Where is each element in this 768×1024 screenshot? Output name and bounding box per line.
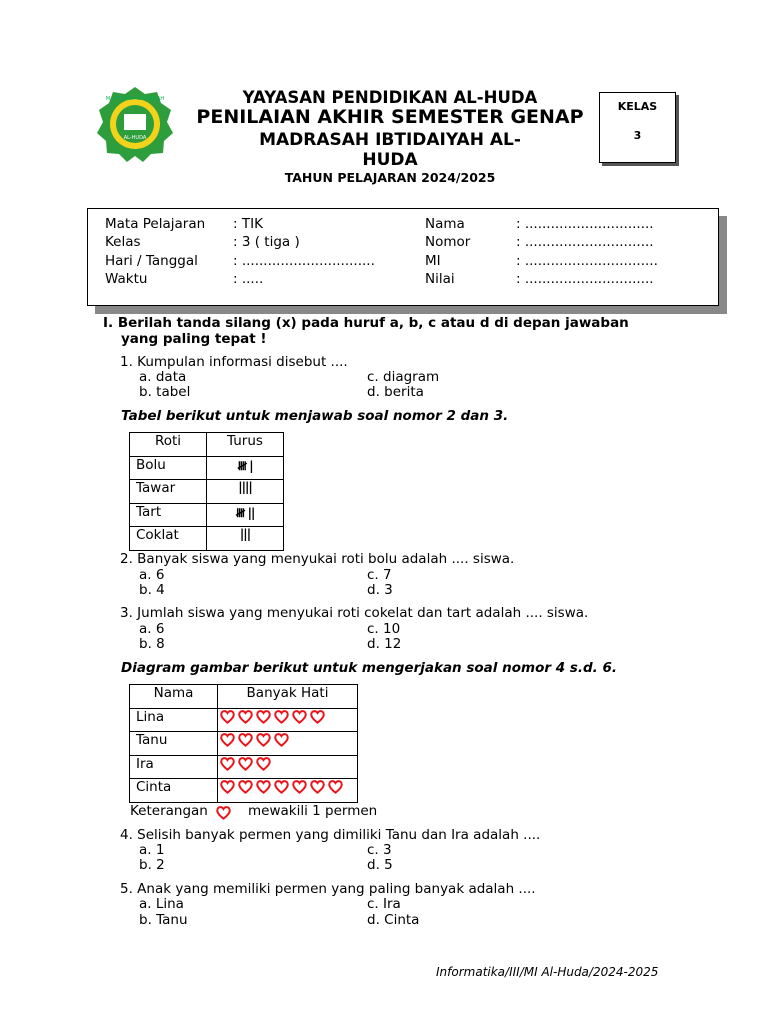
school-logo bbox=[95, 86, 175, 162]
heart-icon bbox=[238, 733, 253, 747]
question-5: 5. Anak yang memiliki permen yang paling banyak adalah .... bbox=[120, 881, 536, 897]
mi-label: MI bbox=[425, 253, 441, 269]
heart-icon bbox=[256, 757, 271, 771]
svg-text:MADRASAH IBTIDAIYAH: MADRASAH IBTIDAIYAH bbox=[105, 96, 165, 102]
pictogram-hearts bbox=[218, 779, 358, 803]
q1-option-c: c. diagram bbox=[367, 369, 440, 385]
question-3: 3. Jumlah siswa yang menyukai roti cokelat dan tart adalah .... siswa. bbox=[120, 605, 589, 621]
q3-option-d: d. 12 bbox=[367, 636, 402, 652]
instruction-line1: I. Berilah tanda silang (x) pada huruf a, b, c atau d di depan jawaban bbox=[103, 315, 629, 331]
heart-icon bbox=[292, 780, 307, 794]
q1-option-b: b. tabel bbox=[139, 384, 191, 400]
page-footer: Informatika/III/MI Al-Huda/2024-2025 bbox=[436, 965, 659, 979]
class-box-value: 3 bbox=[633, 129, 642, 142]
legend-label: Keterangan bbox=[130, 803, 208, 819]
heart-icon bbox=[238, 710, 253, 724]
mapel-value: : TIK bbox=[233, 216, 263, 232]
legend-text: mewakili 1 permen bbox=[248, 803, 378, 819]
school-title-line2: HUDA bbox=[362, 150, 418, 170]
q3-option-c: c. 10 bbox=[367, 621, 401, 637]
q5-option-d: d. Cinta bbox=[367, 912, 420, 928]
pictogram-table bbox=[129, 684, 358, 803]
class-box bbox=[599, 92, 676, 163]
pictogram-hearts bbox=[218, 708, 358, 732]
pictogram-name: Ira bbox=[130, 755, 218, 779]
nama-label: Nama bbox=[425, 216, 465, 232]
mi-value: : ............................... bbox=[516, 253, 658, 269]
q4-option-b: b. 2 bbox=[139, 857, 165, 873]
heart-icon bbox=[274, 710, 289, 724]
heart-icon bbox=[310, 780, 325, 794]
heart-icon bbox=[256, 780, 271, 794]
heart-icon bbox=[328, 780, 343, 794]
q4-option-a: a. 1 bbox=[139, 842, 165, 858]
nomor-value: : .............................. bbox=[516, 234, 654, 250]
heart-icon bbox=[216, 805, 231, 819]
q4-option-d: d. 5 bbox=[367, 857, 393, 873]
q1-option-a: a. data bbox=[139, 369, 187, 385]
academic-year: TAHUN PELAJARAN 2024/2025 bbox=[284, 170, 496, 185]
pictogram-name: Lina bbox=[130, 708, 218, 732]
q3-option-a: a. 6 bbox=[139, 621, 165, 637]
nilai-label: Nilai bbox=[425, 271, 455, 287]
heart-icon bbox=[292, 710, 307, 724]
heart-icon bbox=[220, 710, 235, 724]
heart-icon bbox=[256, 733, 271, 747]
heart-icon bbox=[310, 710, 325, 724]
heart-icon bbox=[220, 733, 235, 747]
heart-icon bbox=[274, 733, 289, 747]
heart-icon bbox=[220, 757, 235, 771]
table-row bbox=[130, 732, 358, 756]
pictogram-hearts bbox=[218, 732, 358, 756]
table1-caption: Tabel berikut untuk menjawab soal nomor 2 dan 3. bbox=[121, 408, 509, 424]
pictogram-header-nama: Nama bbox=[130, 685, 218, 709]
tally-marks: ||| bbox=[207, 527, 284, 551]
kelas-label: Kelas bbox=[105, 234, 141, 250]
pictogram-name: Tanu bbox=[130, 732, 218, 756]
school-title bbox=[195, 130, 585, 170]
school-title-line1: MADRASAH IBTIDAIYAH AL- bbox=[259, 130, 521, 150]
table-row bbox=[130, 503, 284, 527]
tally-marks: 𝍸 || bbox=[207, 503, 284, 527]
q5-option-a: a. Lina bbox=[139, 896, 184, 912]
question-1: 1. Kumpulan informasi disebut .... bbox=[120, 354, 348, 370]
tally-header-roti: Roti bbox=[130, 433, 207, 457]
tally-marks: 𝍸 | bbox=[207, 456, 284, 480]
table-row bbox=[130, 779, 358, 803]
tally-name: Tart bbox=[130, 503, 207, 527]
student-info-box bbox=[87, 208, 719, 306]
table-row bbox=[130, 480, 284, 504]
tally-name: Bolu bbox=[130, 456, 207, 480]
table-row bbox=[130, 527, 284, 551]
hari-value: : ............................... bbox=[233, 253, 375, 269]
nilai-value: : .............................. bbox=[516, 271, 654, 287]
pictogram-hearts bbox=[218, 755, 358, 779]
q2-option-c: c. 7 bbox=[367, 567, 392, 583]
svg-text:AL-HUDA: AL-HUDA bbox=[123, 135, 147, 141]
exam-title: PENILAIAN AKHIR SEMESTER GENAP bbox=[196, 106, 584, 128]
heart-icon bbox=[274, 780, 289, 794]
waktu-value: : ..... bbox=[233, 271, 264, 287]
hari-label: Hari / Tanggal bbox=[105, 253, 198, 269]
heart-icon bbox=[256, 710, 271, 724]
nama-value: : .............................. bbox=[516, 216, 654, 232]
heart-icon bbox=[220, 780, 235, 794]
instruction-line2: yang paling tepat ! bbox=[121, 331, 267, 347]
q5-option-b: b. Tanu bbox=[139, 912, 188, 928]
waktu-label: Waktu bbox=[105, 271, 148, 287]
tally-marks: |||| bbox=[207, 480, 284, 504]
q3-option-b: b. 8 bbox=[139, 636, 165, 652]
q4-option-c: c. 3 bbox=[367, 842, 392, 858]
q2-option-b: b. 4 bbox=[139, 582, 165, 598]
table2-caption: Diagram gambar berikut untuk mengerjakan soal nomor 4 s.d. 6. bbox=[121, 660, 617, 676]
q2-option-d: d. 3 bbox=[367, 582, 393, 598]
q5-option-c: c. Ira bbox=[367, 896, 401, 912]
foundation-title: YAYASAN PENDIDIKAN AL-HUDA bbox=[242, 88, 538, 107]
tally-header-turus: Turus bbox=[207, 433, 284, 457]
kelas-value: : 3 ( tiga ) bbox=[233, 234, 300, 250]
question-4: 4. Selisih banyak permen yang dimiliki Tanu dan Ira adalah .... bbox=[120, 827, 541, 843]
question-2: 2. Banyak siswa yang menyukai roti bolu adalah .... siswa. bbox=[120, 551, 515, 567]
tally-name: Coklat bbox=[130, 527, 207, 551]
heart-icon bbox=[238, 780, 253, 794]
table-row bbox=[130, 456, 284, 480]
heart-icon bbox=[238, 757, 253, 771]
q1-option-d: d. berita bbox=[367, 384, 424, 400]
mapel-label: Mata Pelajaran bbox=[105, 216, 206, 232]
nomor-label: Nomor bbox=[425, 234, 471, 250]
table-row bbox=[130, 755, 358, 779]
pictogram-header-hati: Banyak Hati bbox=[218, 685, 358, 709]
pictogram-name: Cinta bbox=[130, 779, 218, 803]
class-box-label: KELAS bbox=[617, 100, 658, 113]
q2-option-a: a. 6 bbox=[139, 567, 165, 583]
tally-table bbox=[129, 432, 284, 551]
tally-name: Tawar bbox=[130, 480, 207, 504]
table-row bbox=[130, 708, 358, 732]
